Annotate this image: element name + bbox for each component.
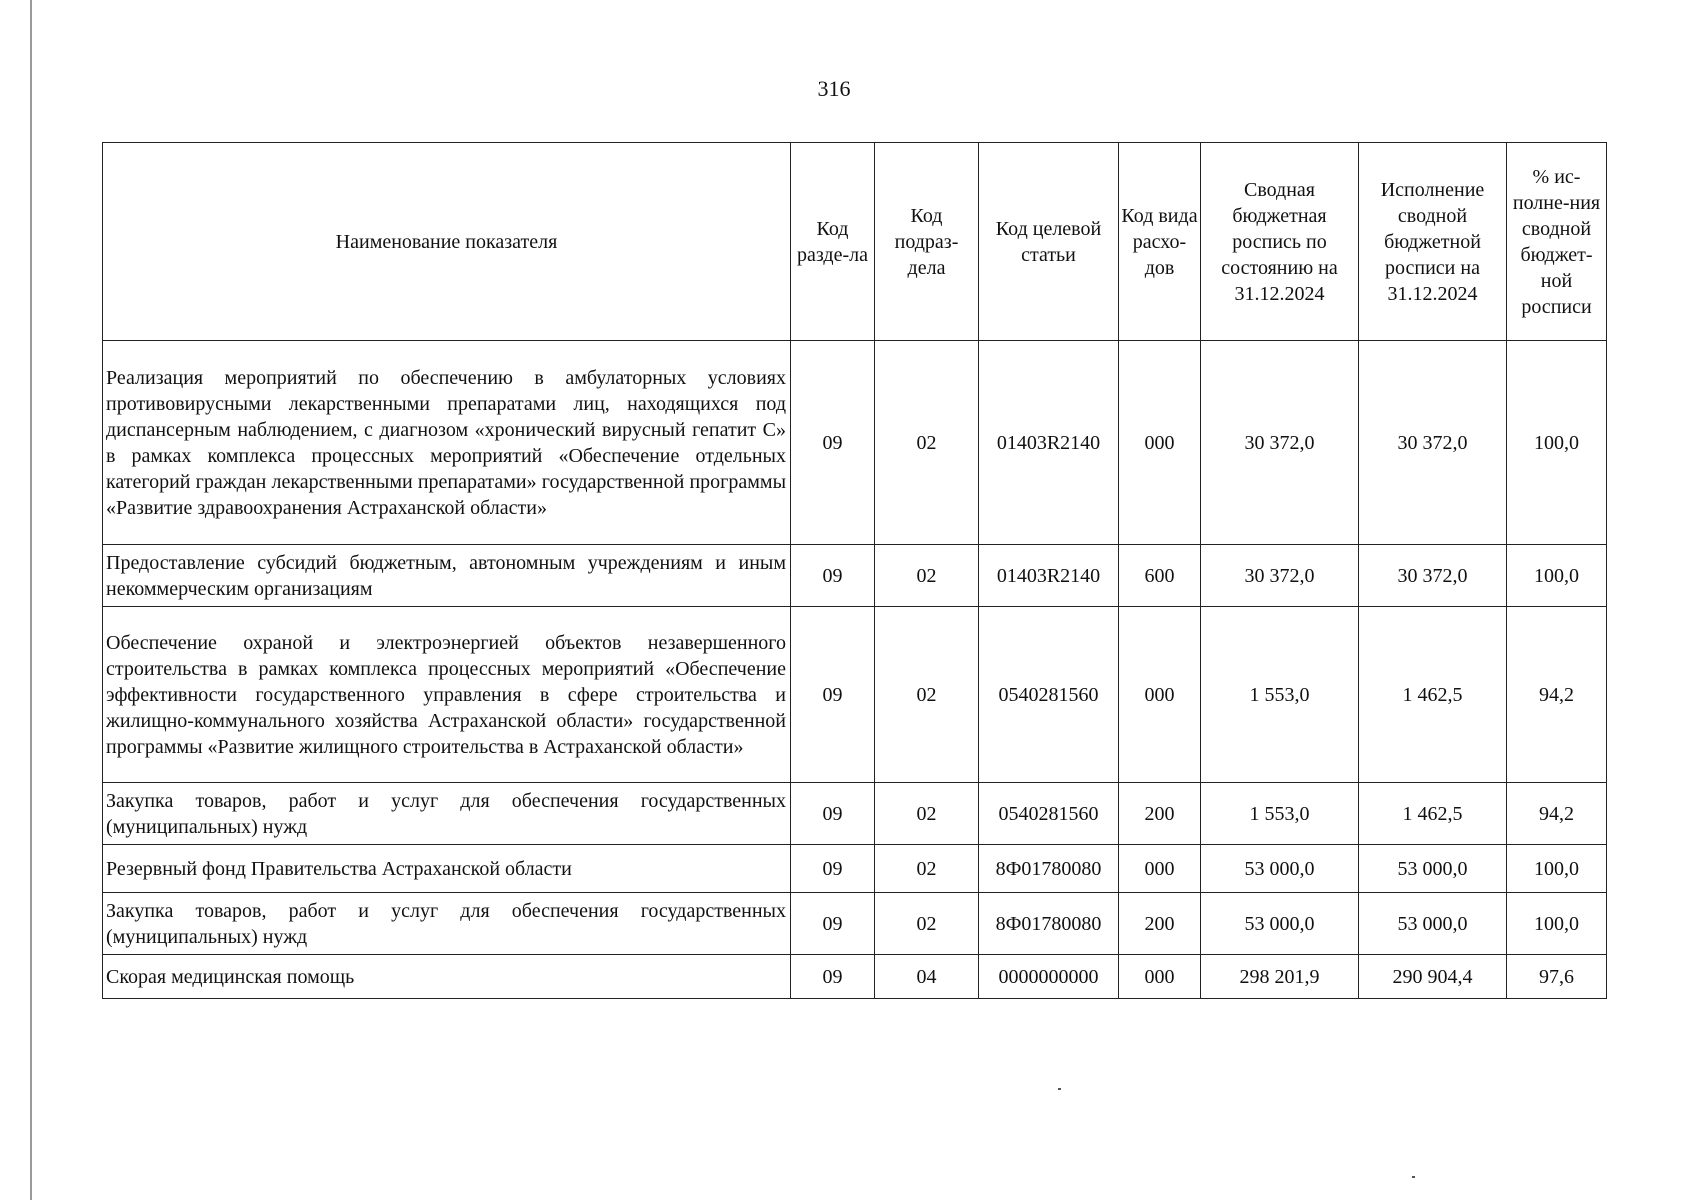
header-target-code: Код целевой статьи	[979, 143, 1119, 341]
row-subsection-code: 02	[875, 545, 979, 607]
row-name: Реализация мероприятий по обеспечению в амбулаторных условиях противовирусными лекарственными препаратами лиц, находящихся под диспансерным наблюдением, с диагнозом «хронический вирусный гепатит С» в рамках комплекса процессных мероприятий «Обеспечение отдельных категорий граждан лекарственными препаратами» государственной программы «Развитие здравоохранения Астраханской области»	[103, 341, 791, 545]
row-name: Резервный фонд Правительства Астраханской области	[103, 845, 791, 893]
row-name: Скорая медицинская помощь	[103, 955, 791, 999]
row-expense-type-code: 000	[1119, 341, 1201, 545]
row-target-code: 0000000000	[979, 955, 1119, 999]
row-budget-plan: 30 372,0	[1201, 545, 1359, 607]
row-section-code: 09	[791, 783, 875, 845]
scan-speck	[1412, 1176, 1415, 1178]
row-target-code: 0540281560	[979, 783, 1119, 845]
row-budget-execution: 53 000,0	[1359, 893, 1507, 955]
row-execution-percent: 94,2	[1507, 783, 1607, 845]
row-section-code: 09	[791, 341, 875, 545]
row-budget-plan: 53 000,0	[1201, 893, 1359, 955]
row-execution-percent: 100,0	[1507, 545, 1607, 607]
row-budget-plan: 1 553,0	[1201, 607, 1359, 783]
row-expense-type-code: 200	[1119, 783, 1201, 845]
row-subsection-code: 02	[875, 845, 979, 893]
row-execution-percent: 97,6	[1507, 955, 1607, 999]
row-expense-type-code: 600	[1119, 545, 1201, 607]
row-budget-execution: 53 000,0	[1359, 845, 1507, 893]
row-name: Обеспечение охраной и электроэнергией объектов незавершенного строительства в рамках комплекса процессных мероприятий «Обеспечение эффективности государственного управления в сфере строительства и жилищно-коммунального хозяйства Астраханской области» государственной программы «Развитие жилищного строительства в Астраханской области»	[103, 607, 791, 783]
row-budget-execution: 1 462,5	[1359, 783, 1507, 845]
header-expense-type-code: Код вида расхо-дов	[1119, 143, 1201, 341]
row-name: Закупка товаров, работ и услуг для обеспечения государственных (муниципальных) нужд	[103, 893, 791, 955]
row-execution-percent: 100,0	[1507, 893, 1607, 955]
table-row	[103, 341, 1607, 545]
row-expense-type-code: 000	[1119, 845, 1201, 893]
header-section-code: Код разде-ла	[791, 143, 875, 341]
row-expense-type-code: 200	[1119, 893, 1201, 955]
row-budget-plan: 30 372,0	[1201, 341, 1359, 545]
row-execution-percent: 100,0	[1507, 845, 1607, 893]
budget-execution-table	[102, 142, 1607, 999]
row-budget-plan: 53 000,0	[1201, 845, 1359, 893]
row-section-code: 09	[791, 607, 875, 783]
row-execution-percent: 94,2	[1507, 607, 1607, 783]
row-section-code: 09	[791, 955, 875, 999]
row-target-code: 8Ф01780080	[979, 845, 1119, 893]
table-row	[103, 783, 1607, 845]
row-target-code: 01403R2140	[979, 341, 1119, 545]
table-row	[103, 545, 1607, 607]
header-budget-plan: Сводная бюджетная роспись по состоянию на 31.12.2024	[1201, 143, 1359, 341]
header-budget-execution: Исполнение сводной бюджетной росписи на 31.12.2024	[1359, 143, 1507, 341]
header-subsection-code: Код подраз-дела	[875, 143, 979, 341]
table-row	[103, 893, 1607, 955]
scan-speck	[1058, 1088, 1061, 1090]
row-expense-type-code: 000	[1119, 607, 1201, 783]
table-row	[103, 607, 1607, 783]
row-target-code: 01403R2140	[979, 545, 1119, 607]
row-subsection-code: 02	[875, 893, 979, 955]
row-subsection-code: 02	[875, 341, 979, 545]
header-execution-percent: % ис-полне-ния сводной бюджет-ной росписи	[1507, 143, 1607, 341]
scan-edge-line	[30, 0, 32, 1200]
row-budget-execution: 1 462,5	[1359, 607, 1507, 783]
row-target-code: 0540281560	[979, 607, 1119, 783]
row-expense-type-code: 000	[1119, 955, 1201, 999]
row-execution-percent: 100,0	[1507, 341, 1607, 545]
row-subsection-code: 02	[875, 783, 979, 845]
row-name: Предоставление субсидий бюджетным, автономным учреждениям и иным некоммерческим организациям	[103, 545, 791, 607]
row-budget-plan: 298 201,9	[1201, 955, 1359, 999]
page-number: 316	[817, 76, 851, 101]
row-budget-execution: 30 372,0	[1359, 341, 1507, 545]
row-budget-execution: 290 904,4	[1359, 955, 1507, 999]
row-section-code: 09	[791, 545, 875, 607]
row-budget-plan: 1 553,0	[1201, 783, 1359, 845]
row-section-code: 09	[791, 845, 875, 893]
row-subsection-code: 02	[875, 607, 979, 783]
table-row	[103, 845, 1607, 893]
row-target-code: 8Ф01780080	[979, 893, 1119, 955]
row-subsection-code: 04	[875, 955, 979, 999]
row-name: Закупка товаров, работ и услуг для обеспечения государственных (муниципальных) нужд	[103, 783, 791, 845]
header-name: Наименование показателя	[103, 143, 791, 341]
table-row	[103, 955, 1607, 999]
table-header-row	[103, 143, 1607, 341]
row-budget-execution: 30 372,0	[1359, 545, 1507, 607]
row-section-code: 09	[791, 893, 875, 955]
